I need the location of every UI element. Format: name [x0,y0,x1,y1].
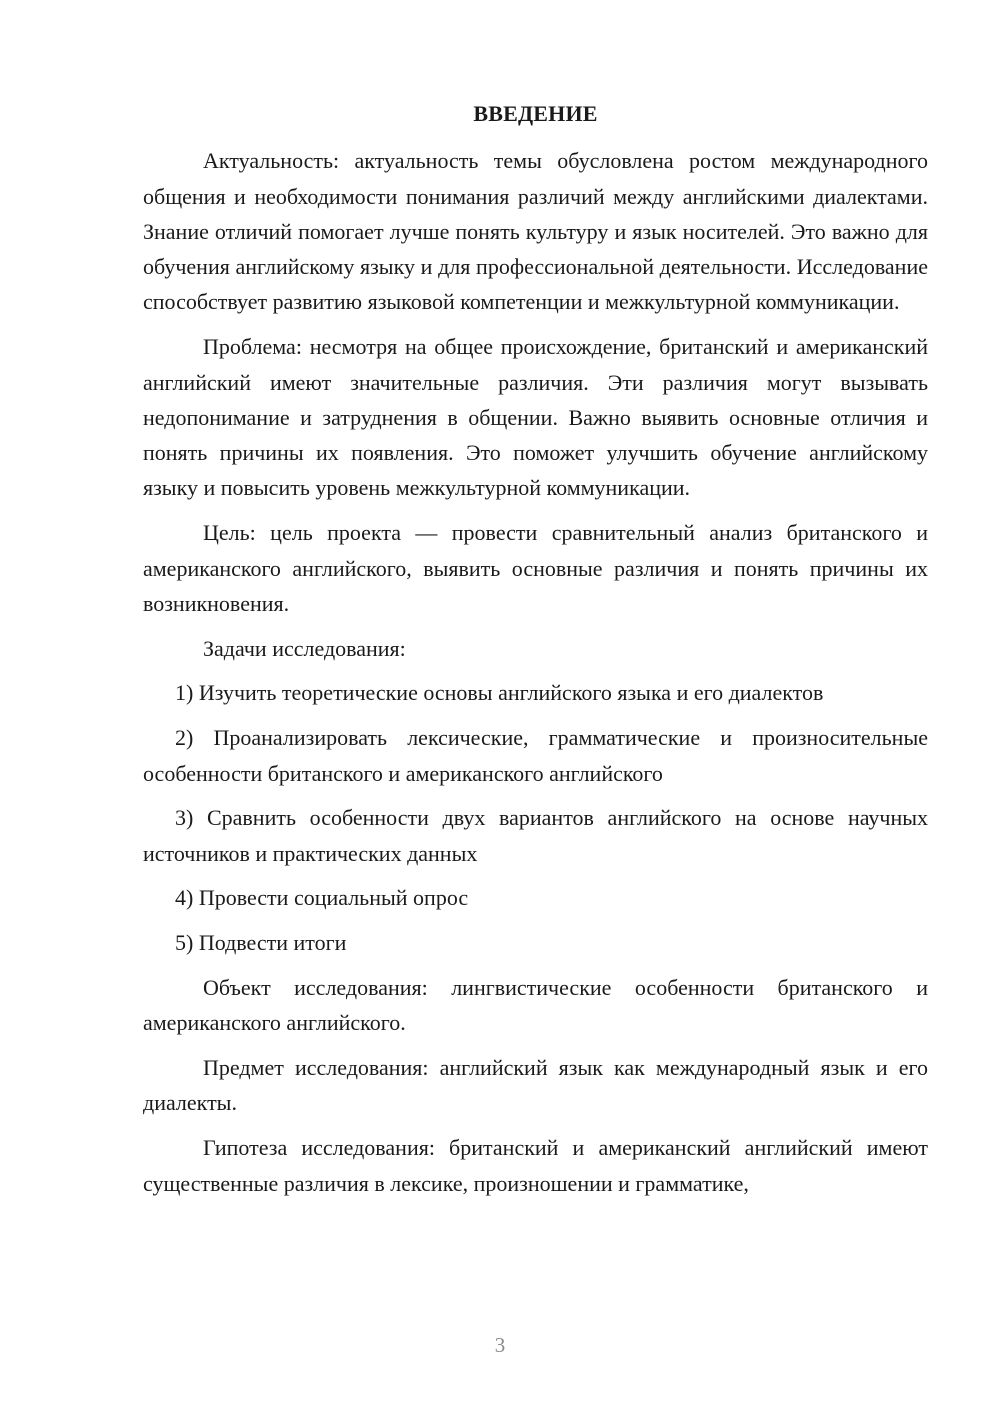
page-number: 3 [494,1333,506,1357]
goal-paragraph: Цель: цель проекта — провести сравнительный анализ британского и американского английского, выявить основные различия и понять причины их возникновения. [143,520,928,616]
task-item-2: 2) Проанализировать лексические, грамматические и произносительные особенности британского и американского английского [143,725,928,786]
section-title: ВВЕДЕНИЕ [473,101,598,126]
task-item-4: 4) Провести социальный опрос [175,885,469,911]
object-paragraph: Объект исследования: лингвистические особенности британского и американского английского. [143,975,928,1036]
task-item-5: 5) Подвести итоги [175,930,347,956]
document-page [143,96,928,1210]
subject-paragraph: Предмет исследования: английский язык как международный язык и его диалекты. [143,1055,928,1116]
task-item-1: 1) Изучить теоретические основы английского языка и его диалектов [175,680,824,706]
problem-paragraph: Проблема: несмотря на общее происхождение, британский и американский английский имеют значительные различия. Эти различия могут вызывать недопонимание и затруднения в общении. Важно выявить основные отличия и понять причины их появления. Это поможет улучшить обучение английскому языку и повысить уровень межкультурной коммуникации. [143,334,928,501]
tasks-heading: Задачи исследования: [203,635,406,661]
task-item-3: 3) Сравнить особенности двух вариантов английского на основе научных источников и практических данных [143,805,928,866]
relevance-paragraph: Актуальность: актуальность темы обусловлена ростом международного общения и необходимости понимания различий между английскими диалектами. Знание отличий помогает лучше понять культуру и язык носителей. Это важно для обучения английскому языку и для профессиональной деятельности. Исследование способствует развитию языковой компетенции и межкультурной коммуникации. [143,148,928,315]
hypothesis-paragraph: Гипотеза исследования: британский и американский английский имеют существенные различия в лексике, произношении и грамматике, [143,1135,928,1196]
